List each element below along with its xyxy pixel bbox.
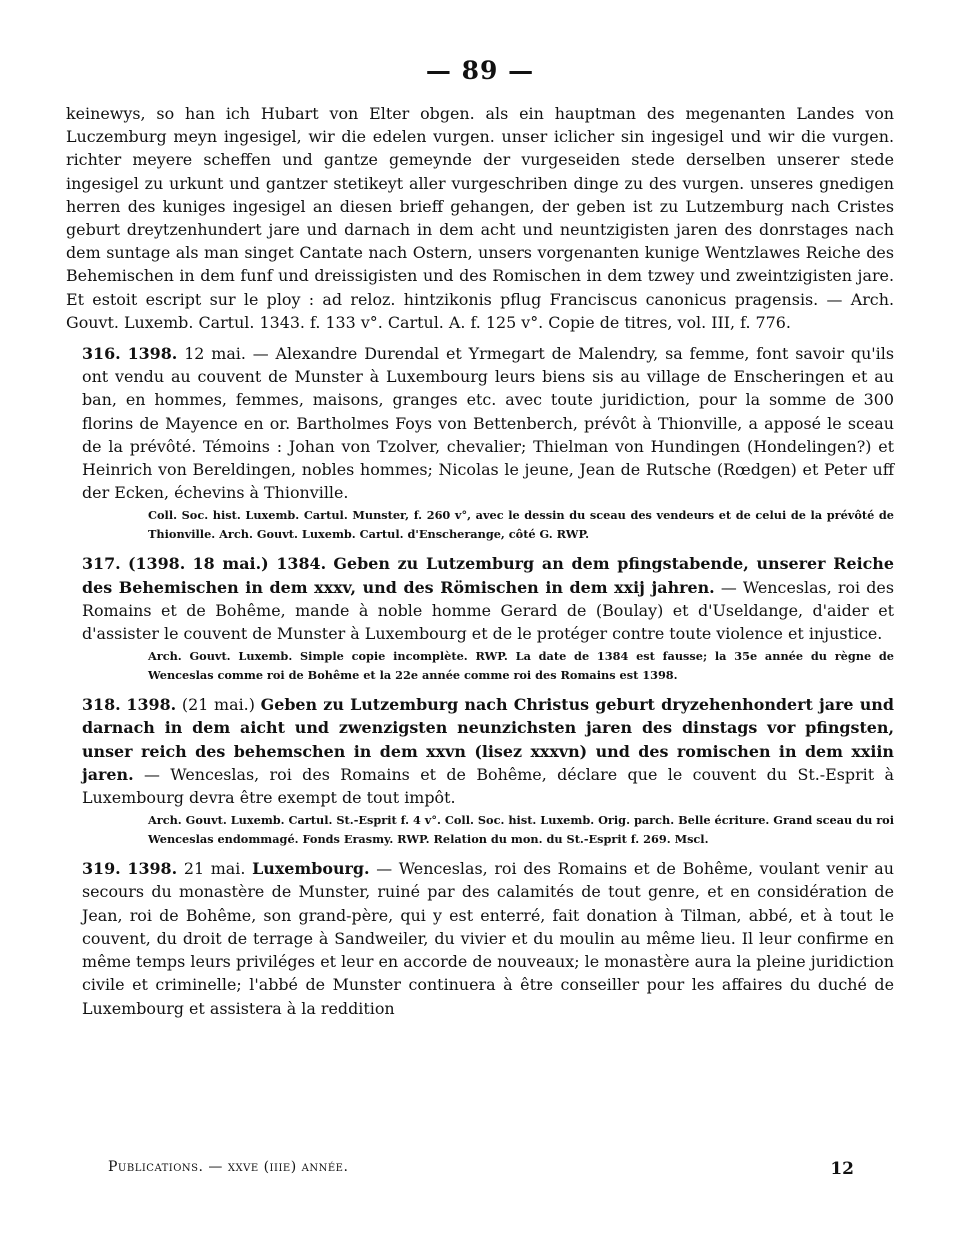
entry-note: Coll. Soc. hist. Luxemb. Cartul. Munster, f. 260 v°, avec le dessin du sceau des vendeurs et de celui de la prévôté de Thionville. Arch. Gouvt. Luxemb. Cartul. d'Enscherange, côté G. RWP.	[148, 508, 894, 542]
intro-paragraph: keinewys, so han ich Hubart von Elter obgen. als ein hauptman des megenanten Landes von Luczemburg meyn ingesigel, wir die edelen vurgen. unser iclicher sin ingesigel und wir die vurgen. richter meyere scheffen und gantze gemeynde der vurgeseiden stede derselben unserer stede ingesigel zu urkunt und gantzer stetikeyt aller vurgeschriben dinge zu des vurgen. unseres gnedigen herren des kuniges ingesigel an diesen brieff gehangen, der geben ist zu Lutzemburg nach Cristes geburt dreytzenhundert jare und darnach in dem acht und neuntzigisten jaren des donrstages nach dem suntage als man singet Cantate nach Ostern, unsers vorgenanten kunige Wentzlawes Reiche des Behemischen in dem funf und dreissigisten und des Romischen in dem tzwey und zweintzigisten jare. Et estoit escript sur le ploy : ad reloz. hintzikonis pflug Franciscus canonicus pragensis. — Arch. Gouvt. Luxemb. Cartul. 1343. f. 133 v°. Cartul. A. f. 125 v°. Copie de titres, vol. III, f. 776.	[66, 104, 894, 332]
entry-318	[66, 693, 894, 849]
entry-number: 319.	[82, 859, 121, 879]
entry-text: — Alexandre Durendal et Yrmegart de Malendry, sa femme, font savoir qu'ils ont vendu au couvent de Munster à Luxembourg leurs biens sis au village de Enscheringen et au ban, en hommes, femmes, maisons, granges etc. avec toute juridiction, pour la somme de 300 florins de Mayence en or. Bartholmes Foys von Bettenberch, prévôt à Thionville, a apposé le sceau de la prévôté. Témoins : Johan von Tzolver, chevalier; Thielman von Hundingen (Hondelingen?) et Heinrich von Bereldingen, nobles hommes; Nicolas le jeune, Jean de Rutsche (Rœdgen) et Peter uff der Ecken, échevins à Thionville.	[82, 344, 894, 503]
entry-number: 316.	[82, 344, 121, 364]
entry-date: (1398.	[127, 554, 186, 574]
entry-note: Arch. Gouvt. Luxemb. Simple copie incomplète. RWP. La date de 1384 est fausse; la 35e année du règne de Wenceslas comme roi de Bohême et la 22e année comme roi des Romains est 1398.	[148, 649, 894, 683]
entry-paragraph	[66, 693, 894, 809]
entry-gothic-text: Geben zu Lutzemburg nach Christus geburt dryzehenhondert jare und darnach in dem aicht und zwenzigsten neunzichsten jaren des dinstags vor pfingsten, unser reich des behemschen in dem xxvn (lisez xxxvn) und des romischen in dem xxiin jaren.	[82, 695, 894, 784]
entry-date: 1398.	[127, 344, 178, 364]
entry-number: 317.	[82, 554, 121, 574]
entry-text: — Wenceslas, roi des Romains et de Bohême, déclare que le couvent du St.-Esprit à Luxembourg devra être exempt de tout impôt.	[82, 764, 894, 808]
page-number: — 89 —	[425, 56, 535, 85]
entry-date-rest: 21 mai.	[183, 859, 246, 879]
entry-date-rest: 12 mai.	[184, 344, 246, 364]
entry-note: Arch. Gouvt. Luxemb. Cartul. St.-Esprit f. 4 v°. Coll. Soc. hist. Luxemb. Orig. parch. Belle écriture. Grand sceau du roi Wenceslas endommagé. Fonds Erasmy. RWP. Relation du mon. du St.-Esprit f. 269. Mscl.	[148, 813, 894, 847]
entry-gothic-text: Geben zu Lutzemburg an dem pfingstabende, unserer Reiche des Behemischen in dem xxxv, und des Römischen in dem xxij jahren.	[82, 554, 894, 597]
entry-text: — Wenceslas, roi des Romains et de Bohême, voulant venir au secours du monastère de Munster, ruiné par des calamités de tout genre, et en considération de Jean, roi de Bohême, son grand-père, qui y est enterré, fait donation à Tilman, abbé, et à tout le couvent, du droit de terrage à Sandweiler, du vivier et du moulin au même lieu. Il leur confirme en même temps leurs priviléges et leur en accorde de nouveaux; le monastère aura la pleine juridiction civile et criminelle; l'abbé de Munster continuera à être conseiller pour les affaires du duché de Luxembourg et assistera à la reddition	[82, 859, 894, 1018]
entry-place: Luxembourg.	[252, 859, 370, 879]
entry-paragraph	[66, 342, 894, 504]
entry-319	[66, 857, 894, 1019]
entry-number: 318.	[82, 695, 121, 715]
footer-signature-number: 12	[830, 1159, 854, 1179]
entry-paragraph	[66, 857, 894, 1019]
entry-date: 1398.	[127, 859, 178, 879]
entry-date-rest: 18 mai.) 1384.	[192, 554, 327, 574]
document-page	[66, 50, 894, 1020]
entry-date-rest: (21 mai.)	[181, 695, 255, 715]
entry-paragraph	[66, 552, 894, 645]
footer-publication: Publications. — xxve (iiie) année.	[108, 1159, 349, 1175]
entry-date: 1398.	[126, 695, 177, 715]
entry-text: — Wenceslas, roi des Romains et de Bohême, mande à noble homme Gerard de (Boulay) et d'Useldange, d'aider et d'assister le couvent de Munster à Luxembourg et de le protéger contre toute violence et injustice.	[82, 577, 894, 644]
entry-317	[66, 552, 894, 685]
entry-316	[66, 342, 894, 544]
